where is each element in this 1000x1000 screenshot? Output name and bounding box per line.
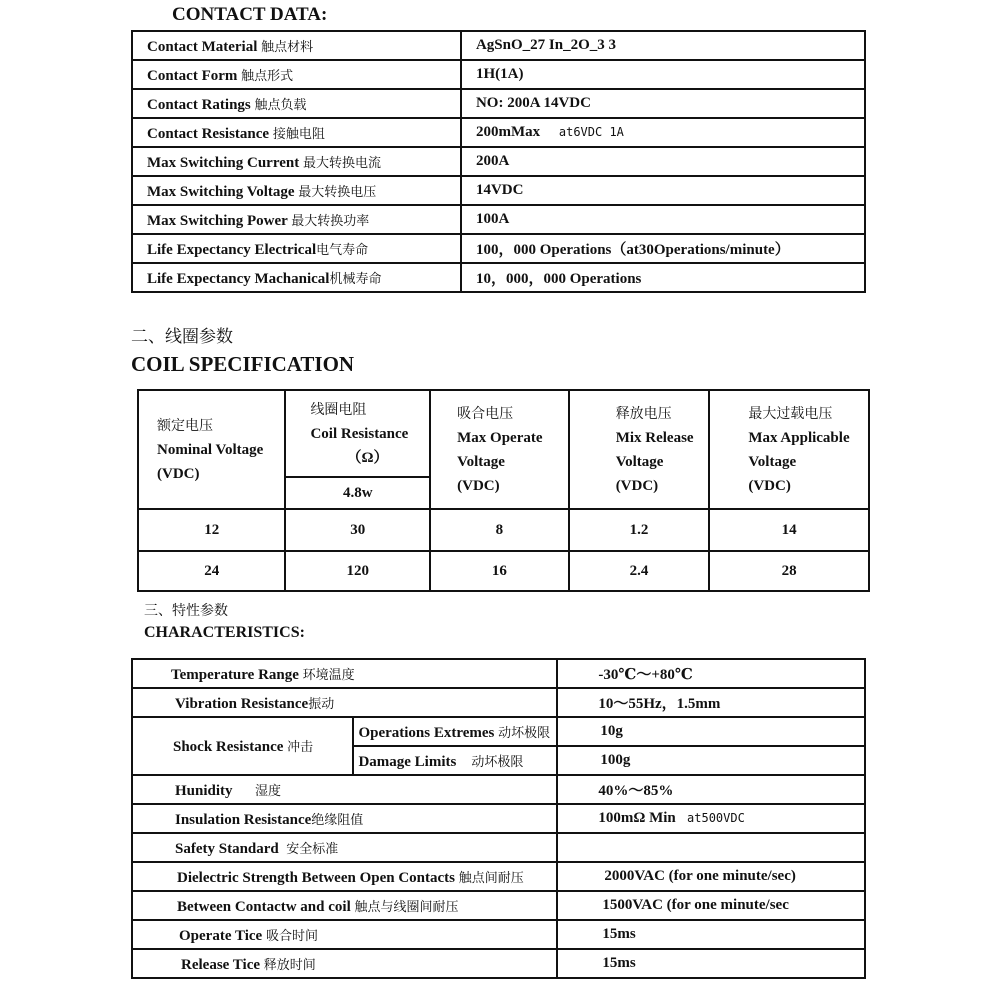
coil-resistance-header: 线圈电阻 Coil Resistance （Ω） <box>285 390 430 477</box>
table-row: Operate Tice 吸合时间 15ms <box>132 920 865 949</box>
table-row: Release Tice 释放时间 15ms <box>132 949 865 978</box>
max-applicable-header: 最大过载电压 Max Applicable Voltage (VDC) <box>709 390 869 509</box>
contact-data-table <box>131 30 866 293</box>
table-row: Life Expectancy Electrical电气寿命 100，000 Operations（at30Operations/minute） <box>132 234 865 263</box>
table-row: Contact Material 触点材料 AgSnO_27 In_2O_3 3 <box>132 31 865 60</box>
table-row: Hunidity 湿度 40%～85% <box>132 775 865 804</box>
table-row: Contact Form 触点形式 1H(1A) <box>132 60 865 89</box>
table-row: Max Switching Power 最大转换功率 100A <box>132 205 865 234</box>
table-row: Life Expectancy Machanical机械寿命 10，000，000 Operations <box>132 263 865 292</box>
coil-spec-table <box>137 389 870 592</box>
characteristics-heading: CHARACTERISTICS: <box>144 624 305 641</box>
coil-heading-cn: 二、线圈参数 <box>131 327 233 347</box>
mix-release-header: 释放电压 Mix Release Voltage (VDC) <box>569 390 710 509</box>
table-row: Between Contactw and coil 触点与线圈间耐压 1500VAC (for one minute/sec <box>132 891 865 920</box>
table-row: 24 120 16 2.4 28 <box>138 551 869 591</box>
max-operate-header: 吸合电压 Max Operate Voltage (VDC) <box>430 390 569 509</box>
table-row: Contact Resistance 接触电阻 200mMax at6VDC 1A <box>132 118 865 147</box>
table-row: Temperature Range 环境温度 -30℃～+80℃ <box>132 659 865 688</box>
table-row: Shock Resistance 冲击 Operations Extremes 动坏极限 10g <box>132 717 865 746</box>
characteristics-heading-cn: 三、特性参数 <box>144 603 228 619</box>
characteristics-table <box>131 658 866 979</box>
coil-power-header: 4.8w <box>285 477 430 509</box>
table-row: Max Switching Current 最大转换电流 200A <box>132 147 865 176</box>
table-row: Dielectric Strength Between Open Contacts 触点间耐压 2000VAC (for one minute/sec) <box>132 862 865 891</box>
table-row: Max Switching Voltage 最大转换电压 14VDC <box>132 176 865 205</box>
table-row: Vibration Resistance振动 10～55Hz，1.5mm <box>132 688 865 717</box>
table-row: 12 30 8 1.2 14 <box>138 509 869 551</box>
coil-heading: COIL SPECIFICATION <box>131 352 355 376</box>
table-row: Contact Ratings 触点负载 NO: 200A 14VDC <box>132 89 865 118</box>
nominal-voltage-header: 额定电压 Nominal Voltage (VDC) <box>138 390 285 509</box>
table-row: Damage Limits 动坏极限 100g <box>132 746 865 775</box>
contact-data-heading: CONTACT DATA: <box>172 4 328 25</box>
table-row: Safety Standard 安全标准 <box>132 833 865 862</box>
table-row: Insulation Resistance绝缘阻值 100mΩ Min at500VDC <box>132 804 865 833</box>
